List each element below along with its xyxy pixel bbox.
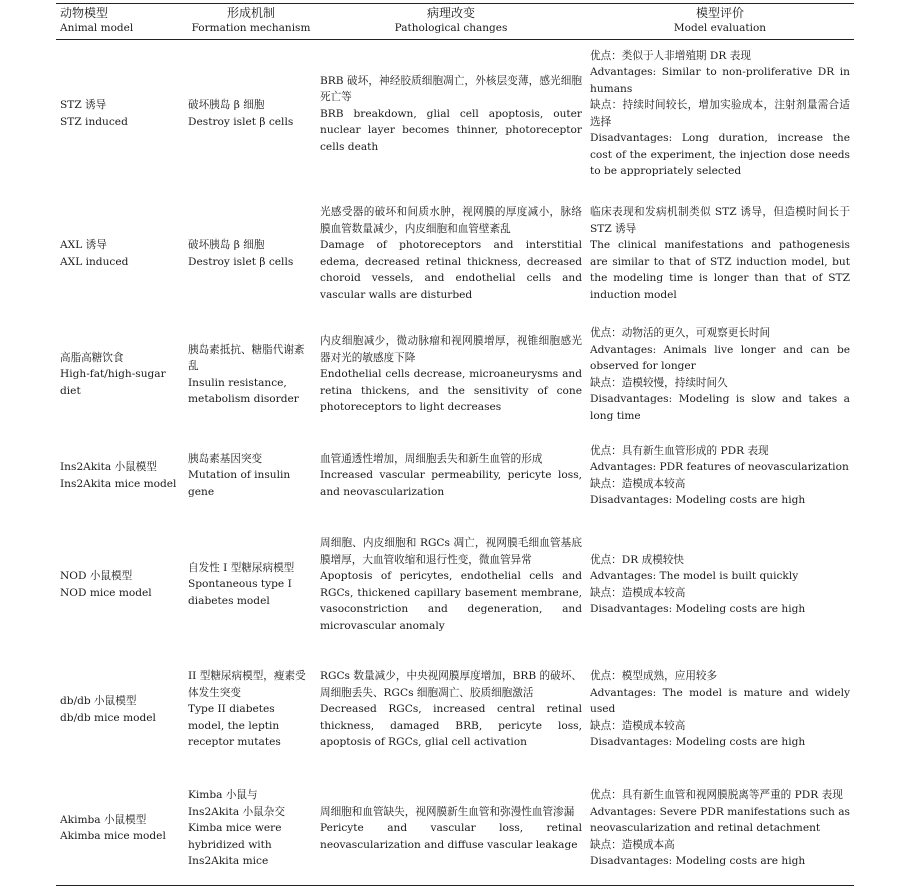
pathology-en: Apoptosis of pericytes, endothelial cells and RGCs, thickened capillary basement membrane, vasoconstriction and degeneration, and microvascular anomaly [320, 570, 582, 632]
advantages-zh: 优点：DR 成模较快 [590, 553, 684, 566]
disadvantages-en: Disadvantages: Modeling costs are high [590, 603, 806, 615]
mechanism-zh: 胰岛素抵抗、糖脂代谢紊乱 [188, 343, 305, 372]
header-animal-model-zh: 动物模型 [60, 6, 109, 20]
cell-animal-model [56, 188, 184, 320]
header-animal-model-en: Animal model [60, 22, 134, 34]
model-name-en: Ins2Akita mice model [60, 477, 177, 490]
model-name-zh: Ins2Akita 小鼠模型 [60, 461, 157, 473]
table-row [56, 772, 854, 886]
mechanism-zh: II 型糖尿病模型，瘦素受体发生突变 [188, 670, 306, 699]
pathology-en: Damage of photoreceptors and interstitial edema, decreased retinal thickness, decreased choroid vessels, and endothelial cells and vascular walls are disturbed [320, 239, 582, 301]
mechanism-zh: 自发性 I 型糖尿病模型 [188, 561, 295, 574]
cell-model-evaluation [586, 188, 854, 320]
table-header-row [56, 4, 854, 40]
mechanism-en: Destroy islet β cells [188, 255, 294, 268]
header-formation-mechanism-en: Formation mechanism [191, 22, 311, 34]
pathology-zh: BRB 破坏，神经胶质细胞凋亡，外核层变薄，感光细胞死亡等 [320, 74, 582, 103]
mechanism-zh: 胰岛素基因突变 [188, 452, 263, 465]
model-name-en: STZ induced [60, 115, 128, 128]
table-row [56, 430, 854, 522]
pathology-en: Pericyte and vascular loss, retinal neovascularization and diffuse vascular leakage [320, 822, 582, 851]
cell-pathological-changes [316, 648, 586, 772]
mechanism-en: Mutation of insulin gene [188, 469, 291, 498]
model-name-zh: db/db 小鼠模型 [60, 695, 137, 707]
model-name-zh: Akimba 小鼠模型 [60, 813, 147, 826]
advantages-zh: 优点：具有新生血管形成的 PDR 表现 [590, 444, 769, 457]
mechanism-en: Destroy islet β cells [188, 115, 294, 128]
disadvantages-en: Disadvantages: Modeling costs are high [590, 736, 806, 749]
model-name-zh: NOD 小鼠模型 [60, 570, 133, 582]
disadvantages-en: Disadvantages: Long duration, increase the cost of the experiment, the injection dose needs to be appropriately selected [590, 132, 850, 178]
mechanism-en: Type II diabetes model, the leptin receptor mutates [188, 703, 281, 749]
header-model-evaluation-zh: 模型评价 [695, 6, 744, 20]
model-name-en: High-fat/high-sugar diet [60, 368, 166, 397]
table-row [56, 648, 854, 772]
disadvantages-zh: 缺点：持续时间较长，增加实验成本，注射剂量需合适选择 [590, 99, 850, 128]
header-animal-model [56, 4, 184, 40]
cell-pathological-changes [316, 40, 586, 188]
cell-model-evaluation [586, 648, 854, 772]
header-model-evaluation-en: Model evaluation [673, 22, 767, 34]
mechanism-zh: 破坏胰岛 β 细胞 [188, 99, 265, 112]
pathology-en: Decreased RGCs, increased central retinal thickness, damaged BRB, pericyte loss, apoptosis of RGCs, glial cell activation [320, 703, 582, 749]
model-name-zh: 高脂高糖饮食 [60, 351, 124, 364]
cell-model-evaluation [586, 522, 854, 648]
disadvantages-zh: 缺点：造模成本较高 [590, 586, 686, 599]
mechanism-en: Kimba mice were hybridized with Ins2Akita mice [188, 822, 282, 867]
mechanism-zh: Kimba 小鼠与 Ins2Akita 小鼠杂交 [188, 789, 285, 818]
header-pathological-changes-en: Pathological changes [394, 22, 508, 34]
cell-pathological-changes [316, 430, 586, 522]
advantages-zh: 优点：模型成熟，应用较多 [590, 670, 718, 683]
cell-formation-mechanism [184, 522, 316, 648]
advantages-en: Advantages: Similar to non-proliferative DR in humans [590, 66, 850, 95]
advantages-en: Advantages: Animals live longer and can be observed for longer [590, 343, 850, 372]
advantages-zh: 优点：具有新生血管和视网膜脱离等严重的 PDR 表现 [590, 789, 843, 801]
model-name-en: NOD mice model [60, 586, 152, 599]
advantages-en: Advantages: Severe PDR manifestations such as neovascularization and retinal detachment [590, 805, 850, 834]
pathology-en: Increased vascular permeability, pericyte loss, and neovascularization [320, 469, 582, 498]
model-name-en: Akimba mice model [60, 830, 166, 843]
pathology-zh: 光感受器的破坏和间质水肿，视网膜的厚度减小，脉络膜血管数量减少，内皮细胞和血管壁紊乱 [320, 206, 582, 235]
advantages-en: Advantages: The model is built quickly [590, 570, 799, 582]
cell-pathological-changes [316, 188, 586, 320]
pathology-zh: 血管通透性增加，周细胞丢失和新生血管的形成 [320, 452, 543, 465]
cell-animal-model [56, 772, 184, 886]
cell-formation-mechanism [184, 188, 316, 320]
cell-animal-model [56, 648, 184, 772]
cell-animal-model [56, 320, 184, 430]
table-row [56, 522, 854, 648]
evaluation-zh: 临床表现和发病机制类似 STZ 诱导，但造模时间长于 STZ 诱导 [590, 206, 850, 235]
disadvantages-zh: 缺点：造模成本较高 [590, 477, 686, 490]
header-model-evaluation [586, 4, 854, 40]
cell-model-evaluation [586, 320, 854, 430]
model-name-en: AXL induced [60, 255, 129, 268]
cell-pathological-changes [316, 320, 586, 430]
cell-animal-model [56, 522, 184, 648]
table-row [56, 320, 854, 430]
advantages-en: Advantages: The model is mature and widely used [590, 686, 850, 716]
pathology-zh: 周细胞和血管缺失，视网膜新生血管和弥漫性血管渗漏 [320, 805, 575, 818]
table-row [56, 188, 854, 320]
disadvantages-en: Disadvantages: Modeling costs are high [590, 855, 806, 867]
disadvantages-zh: 缺点：造模成本高 [590, 838, 675, 851]
animal-model-table [56, 3, 854, 886]
pathology-zh: 周细胞、内皮细胞和 RGCs 凋亡，视网膜毛细血管基底膜增厚，大血管收缩和退行性变，微血管异常 [320, 537, 582, 566]
table-row [56, 40, 854, 188]
cell-animal-model [56, 40, 184, 188]
mechanism-en: Insulin resistance, metabolism disorder [188, 376, 299, 405]
disadvantages-zh: 缺点：造模较慢，持续时间久 [590, 376, 728, 389]
cell-model-evaluation [586, 40, 854, 188]
model-name-zh: STZ 诱导 [60, 99, 107, 112]
pathology-en: Endothelial cells decrease, microaneurysms and retina thickens, and the sensitivity of cone photoreceptors to light decreases [320, 368, 582, 414]
cell-formation-mechanism [184, 430, 316, 522]
evaluation-en: The clinical manifestations and pathogenesis are similar to that of STZ induction model, but the modeling time is longer than that of STZ induction model [590, 239, 850, 301]
header-pathological-changes-zh: 病理改变 [426, 6, 475, 20]
pathology-en: BRB breakdown, glial cell apoptosis, outer nuclear layer becomes thinner, photoreceptor cells death [320, 107, 582, 153]
model-name-en: db/db mice model [60, 711, 156, 724]
disadvantages-zh: 缺点：造模成本较高 [590, 719, 686, 732]
pathology-zh: 内皮细胞减少，微动脉瘤和视网膜增厚，视锥细胞感光器对光的敏感度下降 [320, 335, 582, 364]
cell-formation-mechanism [184, 772, 316, 886]
pathology-zh: RGCs 数量减少，中央视网膜厚度增加，BRB 的破坏、周细胞丢失、RGCs 细胞凋亡、胶质细胞激活 [320, 670, 582, 699]
header-formation-mechanism-zh: 形成机制 [226, 6, 275, 20]
header-formation-mechanism [184, 4, 316, 40]
mechanism-en: Spontaneous type I diabetes model [188, 578, 292, 607]
mechanism-zh: 破坏胰岛 β 细胞 [188, 239, 265, 251]
cell-formation-mechanism [184, 320, 316, 430]
disadvantages-en: Disadvantages: Modeling costs are high [590, 494, 806, 506]
cell-model-evaluation [586, 430, 854, 522]
header-pathological-changes [316, 4, 586, 40]
model-name-zh: AXL 诱导 [60, 239, 107, 251]
cell-model-evaluation [586, 772, 854, 886]
cell-pathological-changes [316, 772, 586, 886]
advantages-zh: 优点：类似于人非增殖期 DR 表现 [590, 49, 751, 62]
advantages-en: Advantages: PDR features of neovascularization [590, 461, 849, 473]
advantages-zh: 优点：动物活的更久，可观察更长时间 [590, 327, 771, 339]
cell-formation-mechanism [184, 648, 316, 772]
cell-pathological-changes [316, 522, 586, 648]
cell-animal-model [56, 430, 184, 522]
cell-formation-mechanism [184, 40, 316, 188]
disadvantages-en: Disadvantages: Modeling is slow and takes a long time [590, 393, 850, 422]
